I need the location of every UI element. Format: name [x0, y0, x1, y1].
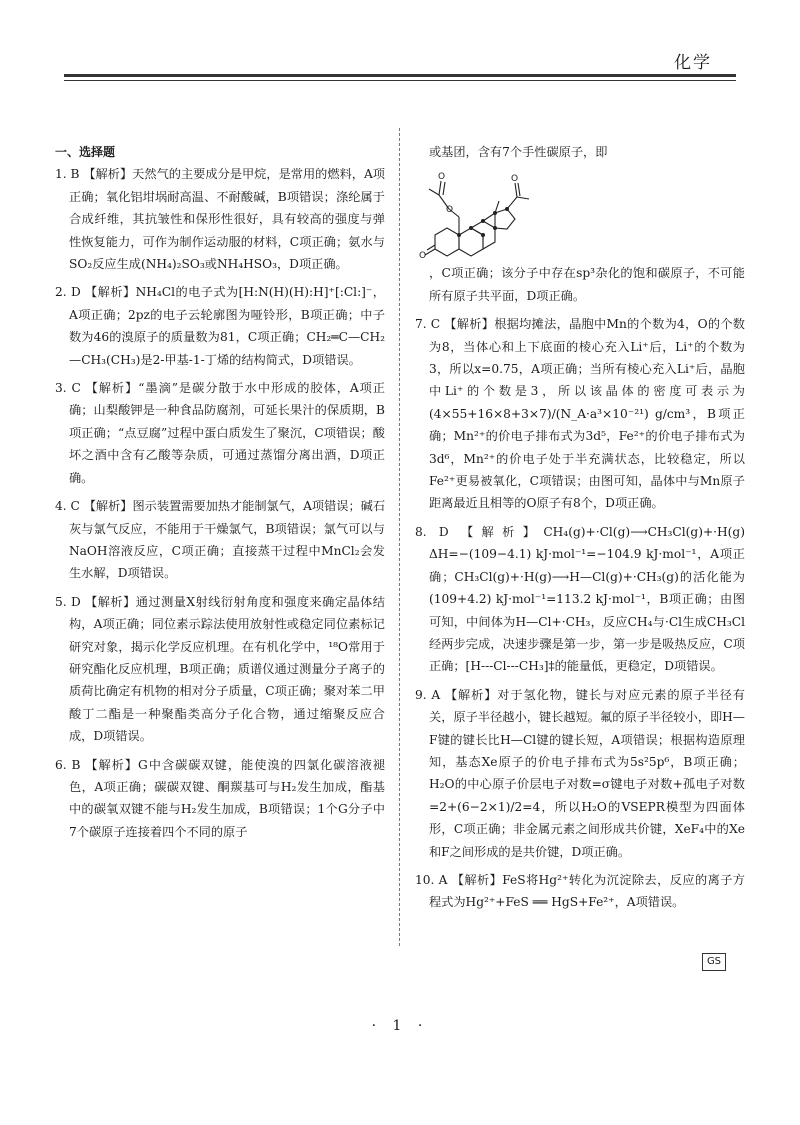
header-rule-thin — [64, 80, 736, 81]
gs-badge: GS — [702, 953, 726, 971]
svg-text:O: O — [511, 174, 519, 185]
answer-q1: 1. B 【解析】天然气的主要成分是甲烷，是常用的燃料，A项正确；氧化铝坩埚耐高温、不耐酸碱，B项错误；涤纶属于合成纤维，其抗皱性和保形性很好，具有较高的强度与弹性恢复能力，可作为制作运动服的材料，C项正确；氨水与SO₂反应生成(NH₄)₂SO₃或NH₄HSO₃，D项正确。 — [55, 167, 385, 272]
answer-q7: 7. C 【解析】根据均摊法，晶胞中Mn的个数为4，O的个数为8，当体心和上下底面的棱心充入Li⁺后，Li⁺的个数为3，所以x=0.75，A项正确；当所有棱心充入Li⁺后，晶胞中Li⁺的个数是3，所以该晶体的密度可表示为(4×55+16×8+3×7)/(N_A·a³×10⁻²¹) g/cm³，B项正确；Mn²⁺的价电子排布式为3d⁵，Fe²⁺的价电子排布式为3d⁶，Mn²⁺的价电子处于半充满状态，比较稳定，所以Fe²⁺更易被氧化，C项错误；由图可知，晶体中与Mn原子距离最近且相等的O原子有8个，D项正确。 — [415, 317, 745, 511]
svg-text:O: O — [438, 172, 446, 183]
answer-q8: 8. D 【解析】CH₄(g)+·Cl(g)⟶CH₃Cl(g)+·H(g) ΔH=−(109−4.1) kJ·mol⁻¹=−104.9 kJ·mol⁻¹，A项正确；CH₃Cl(g)+·H(g)⟶H—Cl(g)+·CH₃(g)的活化能为(109+4.2) kJ·mol⁻¹=113.2 kJ·mol⁻¹，B项正确；由图可知，中间体为H—Cl+·CH₃，反应CH₄与·Cl生成CH₃Cl经两步完成，决速步骤是第一步，第一步是吸热反应，C项正确；[H---Cl---CH₃]‡的能量低，更稳定，D项错误。 — [415, 524, 745, 674]
column-divider — [399, 128, 400, 946]
right-column — [415, 141, 745, 920]
section-title: 一、选择题 — [55, 145, 116, 159]
answer-q6-continued-b: ，C项正确；该分子中存在sp³杂化的饱和碳原子，不可能所有原子共平面，D项正确。 — [429, 266, 745, 303]
steroid-structure-diagram — [415, 165, 565, 260]
answer-q3: 3. C 【解析】“墨滴”是碳分散于水中形成的胶体，A项正确；山梨酸钾是一种食品防腐剂，可延长果汁的保质期，B项正确；“点豆腐”过程中蛋白质发生了聚沉，C项错误；酸坏之酒中含有乙酸等杂质，可通过蒸馏分离出酒，D项正确。 — [55, 381, 385, 485]
svg-text:O: O — [446, 205, 454, 216]
answer-q6: 6. B 【解析】G中含碳碳双键，能使溴的四氯化碳溶液褪色，A项正确；碳碳双键、酮羰基可与H₂发生加成，酯基中的碳氧双键不能与H₂发生加成，B项错误；1个G分子中7个碳原子连接着四个不同的原子 — [55, 757, 385, 839]
page-number: · 1 · — [371, 1018, 429, 1034]
header-rule-thick — [64, 74, 736, 77]
left-column — [55, 141, 385, 849]
answer-q6-continued-a: 或基团，含有7个手性碳原子，即 — [429, 145, 608, 159]
answer-q9: 9. A 【解析】对于氢化物，键长与对应元素的原子半径有关，原子半径越小，键长越短。氟的原子半径较小，即H—F键的键长比H—Cl键的键长短，A项错误；根据构造原理知，基态Xe原子的价电子排布式为5s²5p⁶，B项正确；H₂O的中心原子价层电子对数=σ键电子对数+孤电子对数=2+(6−2×1)/2=4，所以H₂O的VSEPR模型为四面体形，C项正确；非金属元素之间形成共价键，XeF₄中的Xe和F之间形成的是共价键，D项正确。 — [415, 687, 745, 859]
answer-q10: 10. A 【解析】FeS将Hg²⁺转化为沉淀除去，反应的离子方程式为Hg²⁺+FeS ══ HgS+Fe²⁺，A项错误。 — [415, 872, 745, 910]
header-subject: 化学 — [674, 53, 712, 73]
svg-text:O: O — [419, 251, 427, 261]
answer-q4: 4. C 【解析】图示装置需要加热才能制氯气，A项错误；碱石灰与氯气反应，不能用于干燥氯气，B项错误；氯气可以与NaOH溶液反应，C项正确；直接蒸干过程中MnCl₂会发生水解，D项错误。 — [55, 499, 386, 581]
answer-q2: 2. D 【解析】NH₄Cl的电子式为[H:N(H)(H):H]⁺[:Cl:]⁻，A项正确；2pz的电子云轮廓图为哑铃形，B项正确；中子数为46的溴原子的质量数为81，C项正确；CH₂═C—CH₂—CH₃(CH₃)是2-甲基-1-丁烯的结构简式，D项错误。 — [55, 285, 385, 367]
answer-q5: 5. D 【解析】通过测量X射线衍射角度和强度来确定晶体结构，A项正确；同位素示踪法使用放射性或稳定同位素标记研究对象，揭示化学反应机理。在有机化学中，¹⁸O常用于研究酯化反应机理，B项正确；质谱仪通过测量分子离子的质荷比确定有机物的相对分子质量，C项正确；聚对苯二甲酸丁二酯是一种聚酯类高分子化合物，通过缩聚反应合成，D项错误。 — [55, 594, 385, 744]
